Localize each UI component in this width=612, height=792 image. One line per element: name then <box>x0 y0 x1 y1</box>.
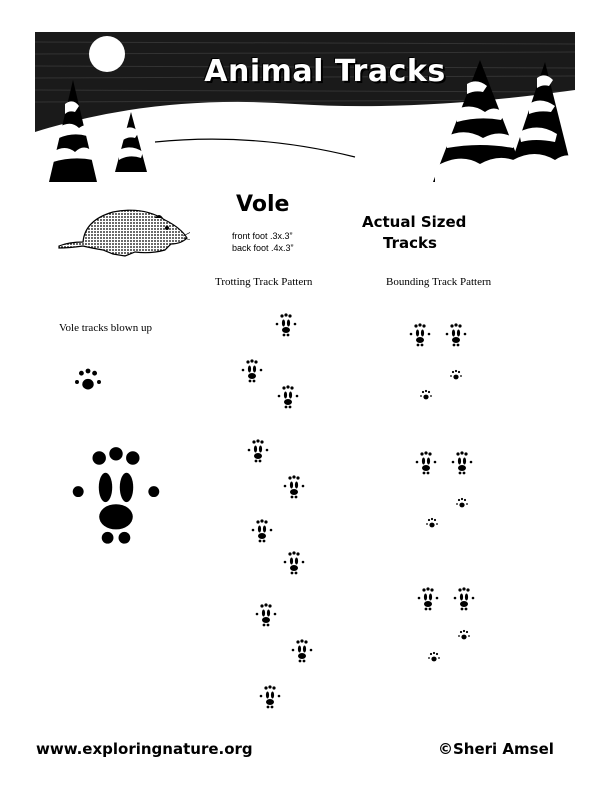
bounding-track-print <box>454 587 475 610</box>
trotting-track-print <box>248 439 269 462</box>
trotting-track-print <box>252 519 273 542</box>
trotting-track-print <box>284 551 305 574</box>
trotting-pattern-caption: Trotting Track Pattern <box>215 276 313 288</box>
bounding-track-print <box>420 390 432 400</box>
bounding-track-print <box>446 323 467 346</box>
bounding-track-print <box>450 370 462 380</box>
banner-title: Animal Tracks <box>204 54 446 89</box>
bounding-track-print <box>458 630 470 640</box>
copyright-notice: ©Sheri Amsel <box>438 740 554 758</box>
front-foot-size: front foot .3x.3” <box>232 231 293 241</box>
bounding-track-print <box>418 587 439 610</box>
bounding-pattern-caption: Bounding Track Pattern <box>386 276 492 288</box>
bounding-track-print <box>416 451 437 474</box>
trotting-track-print <box>256 603 277 626</box>
bounding-track-print <box>452 451 473 474</box>
bounding-track-print <box>456 498 468 508</box>
back-foot-size: back foot .4x.3” <box>232 243 294 253</box>
trotting-track-print <box>242 359 263 382</box>
blown-up-large-print <box>73 447 160 544</box>
bounding-track-print <box>428 652 440 662</box>
blown-up-caption: Vole tracks blown up <box>59 322 152 334</box>
bounding-track-print <box>410 323 431 346</box>
species-name: Vole <box>236 192 290 217</box>
bounding-track-print <box>426 518 438 528</box>
blown-up-small-print <box>75 369 101 390</box>
trotting-track-print <box>292 639 313 662</box>
trotting-track-print <box>284 475 305 498</box>
trotting-track-print <box>278 385 299 408</box>
actual-sized-heading-line2: Tracks <box>383 234 437 252</box>
trotting-track-print <box>276 313 297 336</box>
website-link[interactable]: www.exploringnature.org <box>36 740 253 758</box>
actual-sized-heading: Actual Sized <box>362 213 467 231</box>
trotting-track-print <box>260 685 281 708</box>
